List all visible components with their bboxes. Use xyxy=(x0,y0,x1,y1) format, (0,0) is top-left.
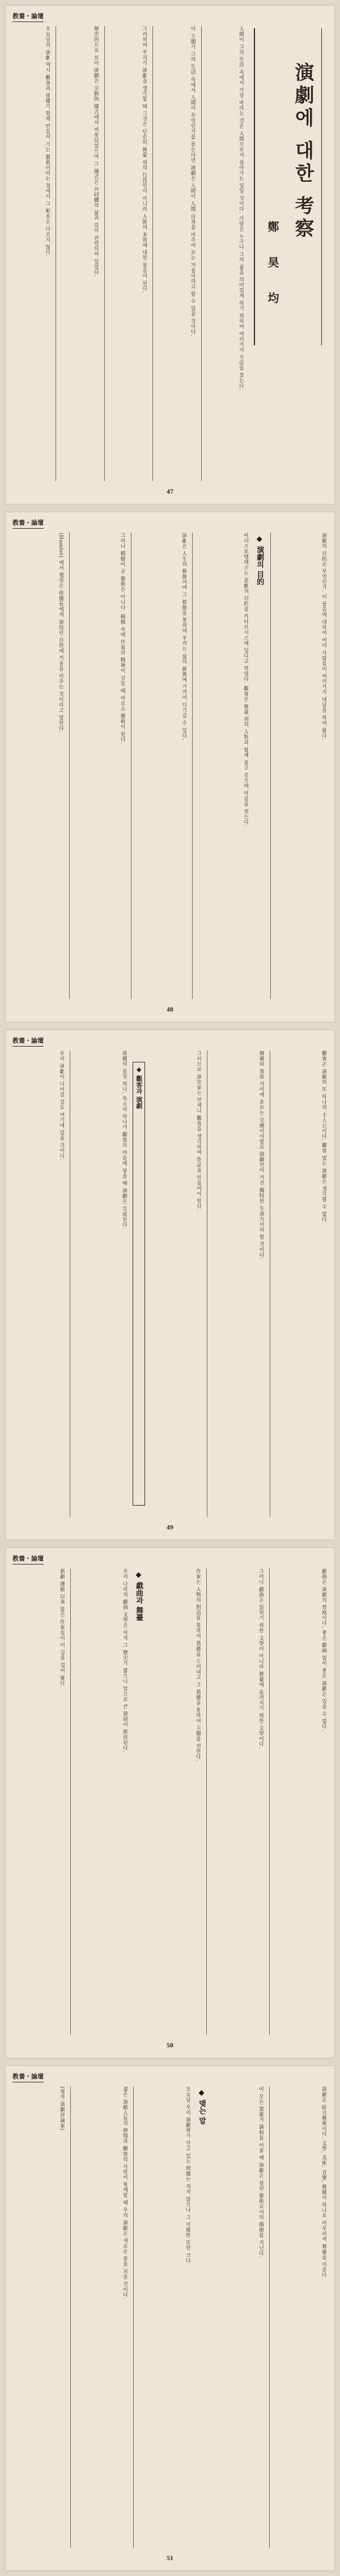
text-column: 作家는 人物의 對話를 통하여 葛藤을 드러내고 그 葛藤을 통하여 主題를 전한다. xyxy=(195,1568,201,1761)
section-tag: 教養・論壇 xyxy=(12,1036,44,1047)
page-number: 50 xyxy=(167,2041,173,2049)
section-tag: 教養・論壇 xyxy=(12,518,44,529)
title-box xyxy=(254,28,322,345)
text-column: 우리 演劇이 나아갈 길도 여기에 있을 것이다. xyxy=(58,1051,65,1161)
page-number: 47 xyxy=(167,487,173,495)
column-divider xyxy=(192,533,193,999)
text-column: 그러나 模倣이 곧 藝術은 아니다. 模倣 속에 作家의 精神이 깃들 때 비로소 藝術이 된다. xyxy=(119,533,125,744)
column-divider xyxy=(269,1568,270,2035)
text-column: 演劇의 目的은 무엇인가. 이 물음에 대하여 여러 사람들이 여러가지 대답을 하여 왔다. xyxy=(321,533,326,740)
text-column: 이 모든 要素가 調和를 이룰 때 演劇은 참된 藝術로서의 價値를 지닌다. xyxy=(258,2086,264,2258)
text-column: 新劇 運動 以來 많은 作家들이 이 길을 걸어 왔다. xyxy=(59,1568,65,1688)
section-heading: ◆ 觀客과 演劇 xyxy=(133,1062,145,1506)
page-47 xyxy=(6,6,334,504)
text-column: 歷史的으로 보아 演劇은 宗敎的 儀式에서 비롯되었으며 그 儀式은 共同體의 삶과 깊이 관련되어 있었다. xyxy=(92,26,99,277)
column-divider xyxy=(152,26,153,481)
column-divider xyxy=(70,2086,71,2548)
section-tag: 教養・論壇 xyxy=(12,11,44,22)
text-column: 오늘날의 演劇 역시 觀客과 俳優가 함께 만들어 가는 藝術이라는 점에서 그 根本은 다르지 않다. xyxy=(44,26,50,258)
text-column: (Hamlet) 에서 햄릿은 俳優들에게 演技란 自然에 거울을 비추는 것이라고 말한다. xyxy=(57,533,63,733)
text-column: 人間이 그의 生活 속에서 가장 바라는 것은 人間으로서 살아가는 일일 것이다. 사람은 누구나 그의 삶을 의미있게 하기 위하여 여러가지 方法을 찾는다. xyxy=(238,26,244,391)
text-columns xyxy=(14,1568,326,2035)
page-48 xyxy=(6,512,334,1022)
section-heading: ◆ 演劇의 目的 xyxy=(255,535,264,586)
text-column: 俳優의 몸짓 하나, 목소리 하나가 觀客의 마음에 닿을 때 演劇은 完成된다. xyxy=(121,1051,127,1229)
column-divider xyxy=(70,1568,71,2035)
text-column: 젊은 演劇人들의 熱情과 觀客의 사랑이 함께할 때 우리 演劇은 새로운 꽃을 피울 것이다. xyxy=(122,2086,128,2300)
page-51 xyxy=(6,2066,334,2570)
column-divider xyxy=(270,533,271,999)
column-divider xyxy=(206,1568,207,2035)
article-title: 演劇에 대한 考察 xyxy=(291,62,314,241)
column-divider xyxy=(69,533,70,999)
text-column: 이 主題가 그의 生活 속에서 人間이 무엇인가를 묻는다면 演劇은 人間이 人間 自身을 비추어 보는 거울이라고 할 수 있을 것이다. xyxy=(189,26,196,337)
text-columns xyxy=(14,533,326,999)
page-number: 48 xyxy=(167,1005,173,1013)
text-column: 演劇은 人生의 模倣이며 그 模倣을 통하여 우리는 삶의 眞實에 가까이 다가갈 수 있다. xyxy=(181,533,187,740)
text-column: 演劇은 綜合藝術이다. 文學, 美術, 音樂, 舞踊이 하나로 어우러져 舞臺를 이룬다. xyxy=(321,2086,326,2280)
text-column: 舞臺와 客席 사이에 흐르는 交感이야말로 演劇만이 가진 獨特한 生命力이라 할 것이다. xyxy=(258,1051,264,1260)
section-heading: ◆ 맺는 말 xyxy=(197,2089,206,2125)
article-author: 鄭 昊 均 xyxy=(266,221,279,314)
text-columns xyxy=(14,26,244,481)
text-columns xyxy=(14,2086,326,2548)
page-50 xyxy=(6,1548,334,2058)
page-number: 49 xyxy=(167,1523,173,1531)
text-column: 그리하여 우리가 演劇을 생각할 때 그것은 단순히 舞臺 위의 行爲만이 아니라 人間의 本質에 대한 물음이 된다. xyxy=(141,26,147,293)
text-column: 우리 나라의 戱曲 文學은 아직 그 歷史가 짧으나 앞으로 큰 發展이 期待된다. xyxy=(122,1568,128,1753)
column-divider xyxy=(133,2086,134,2548)
text-column: 오늘날 우리 演劇界가 안고 있는 問題는 적지 않으나 그 可能性 또한 크다. xyxy=(185,2086,190,2265)
column-divider xyxy=(201,26,202,481)
section-tag: 教養・論壇 xyxy=(12,2072,44,2082)
text-column: (필자·演劇評論家) xyxy=(59,2086,65,2131)
text-column: 戱曲은 演劇의 骨格이다. 좋은 戱曲 없이 좋은 演劇은 있을 수 없다. xyxy=(321,1568,326,1731)
page-number: 51 xyxy=(167,2554,173,2562)
page-49 xyxy=(6,1030,334,1540)
text-columns xyxy=(14,1051,326,1517)
text-column: 아리스토텔레스는 悲劇의 目的을 카타르시스에 있다고 하였다. 觀客은 舞臺 위의 人物과 함께 울고 웃으며 마음을 씻는다. xyxy=(243,533,249,827)
column-divider xyxy=(269,2086,270,2548)
text-column: 그러나 戱曲은 읽히기 위한 文學이 아니라 舞臺에 올려지기 위한 文學이다. xyxy=(258,1568,264,1749)
section-heading: ◆ 戱曲과 舞臺 xyxy=(134,1571,143,1622)
text-column: 그러므로 演出家는 언제나 觀客을 생각하며 作品을 만들어야 한다. xyxy=(196,1051,202,1211)
text-column: 觀客은 演劇의 또 하나의 主人公이다. 觀客 없는 演劇은 생각할 수 없다. xyxy=(321,1051,326,1224)
section-tag: 教養・論壇 xyxy=(12,1554,44,1565)
column-divider xyxy=(104,26,105,481)
